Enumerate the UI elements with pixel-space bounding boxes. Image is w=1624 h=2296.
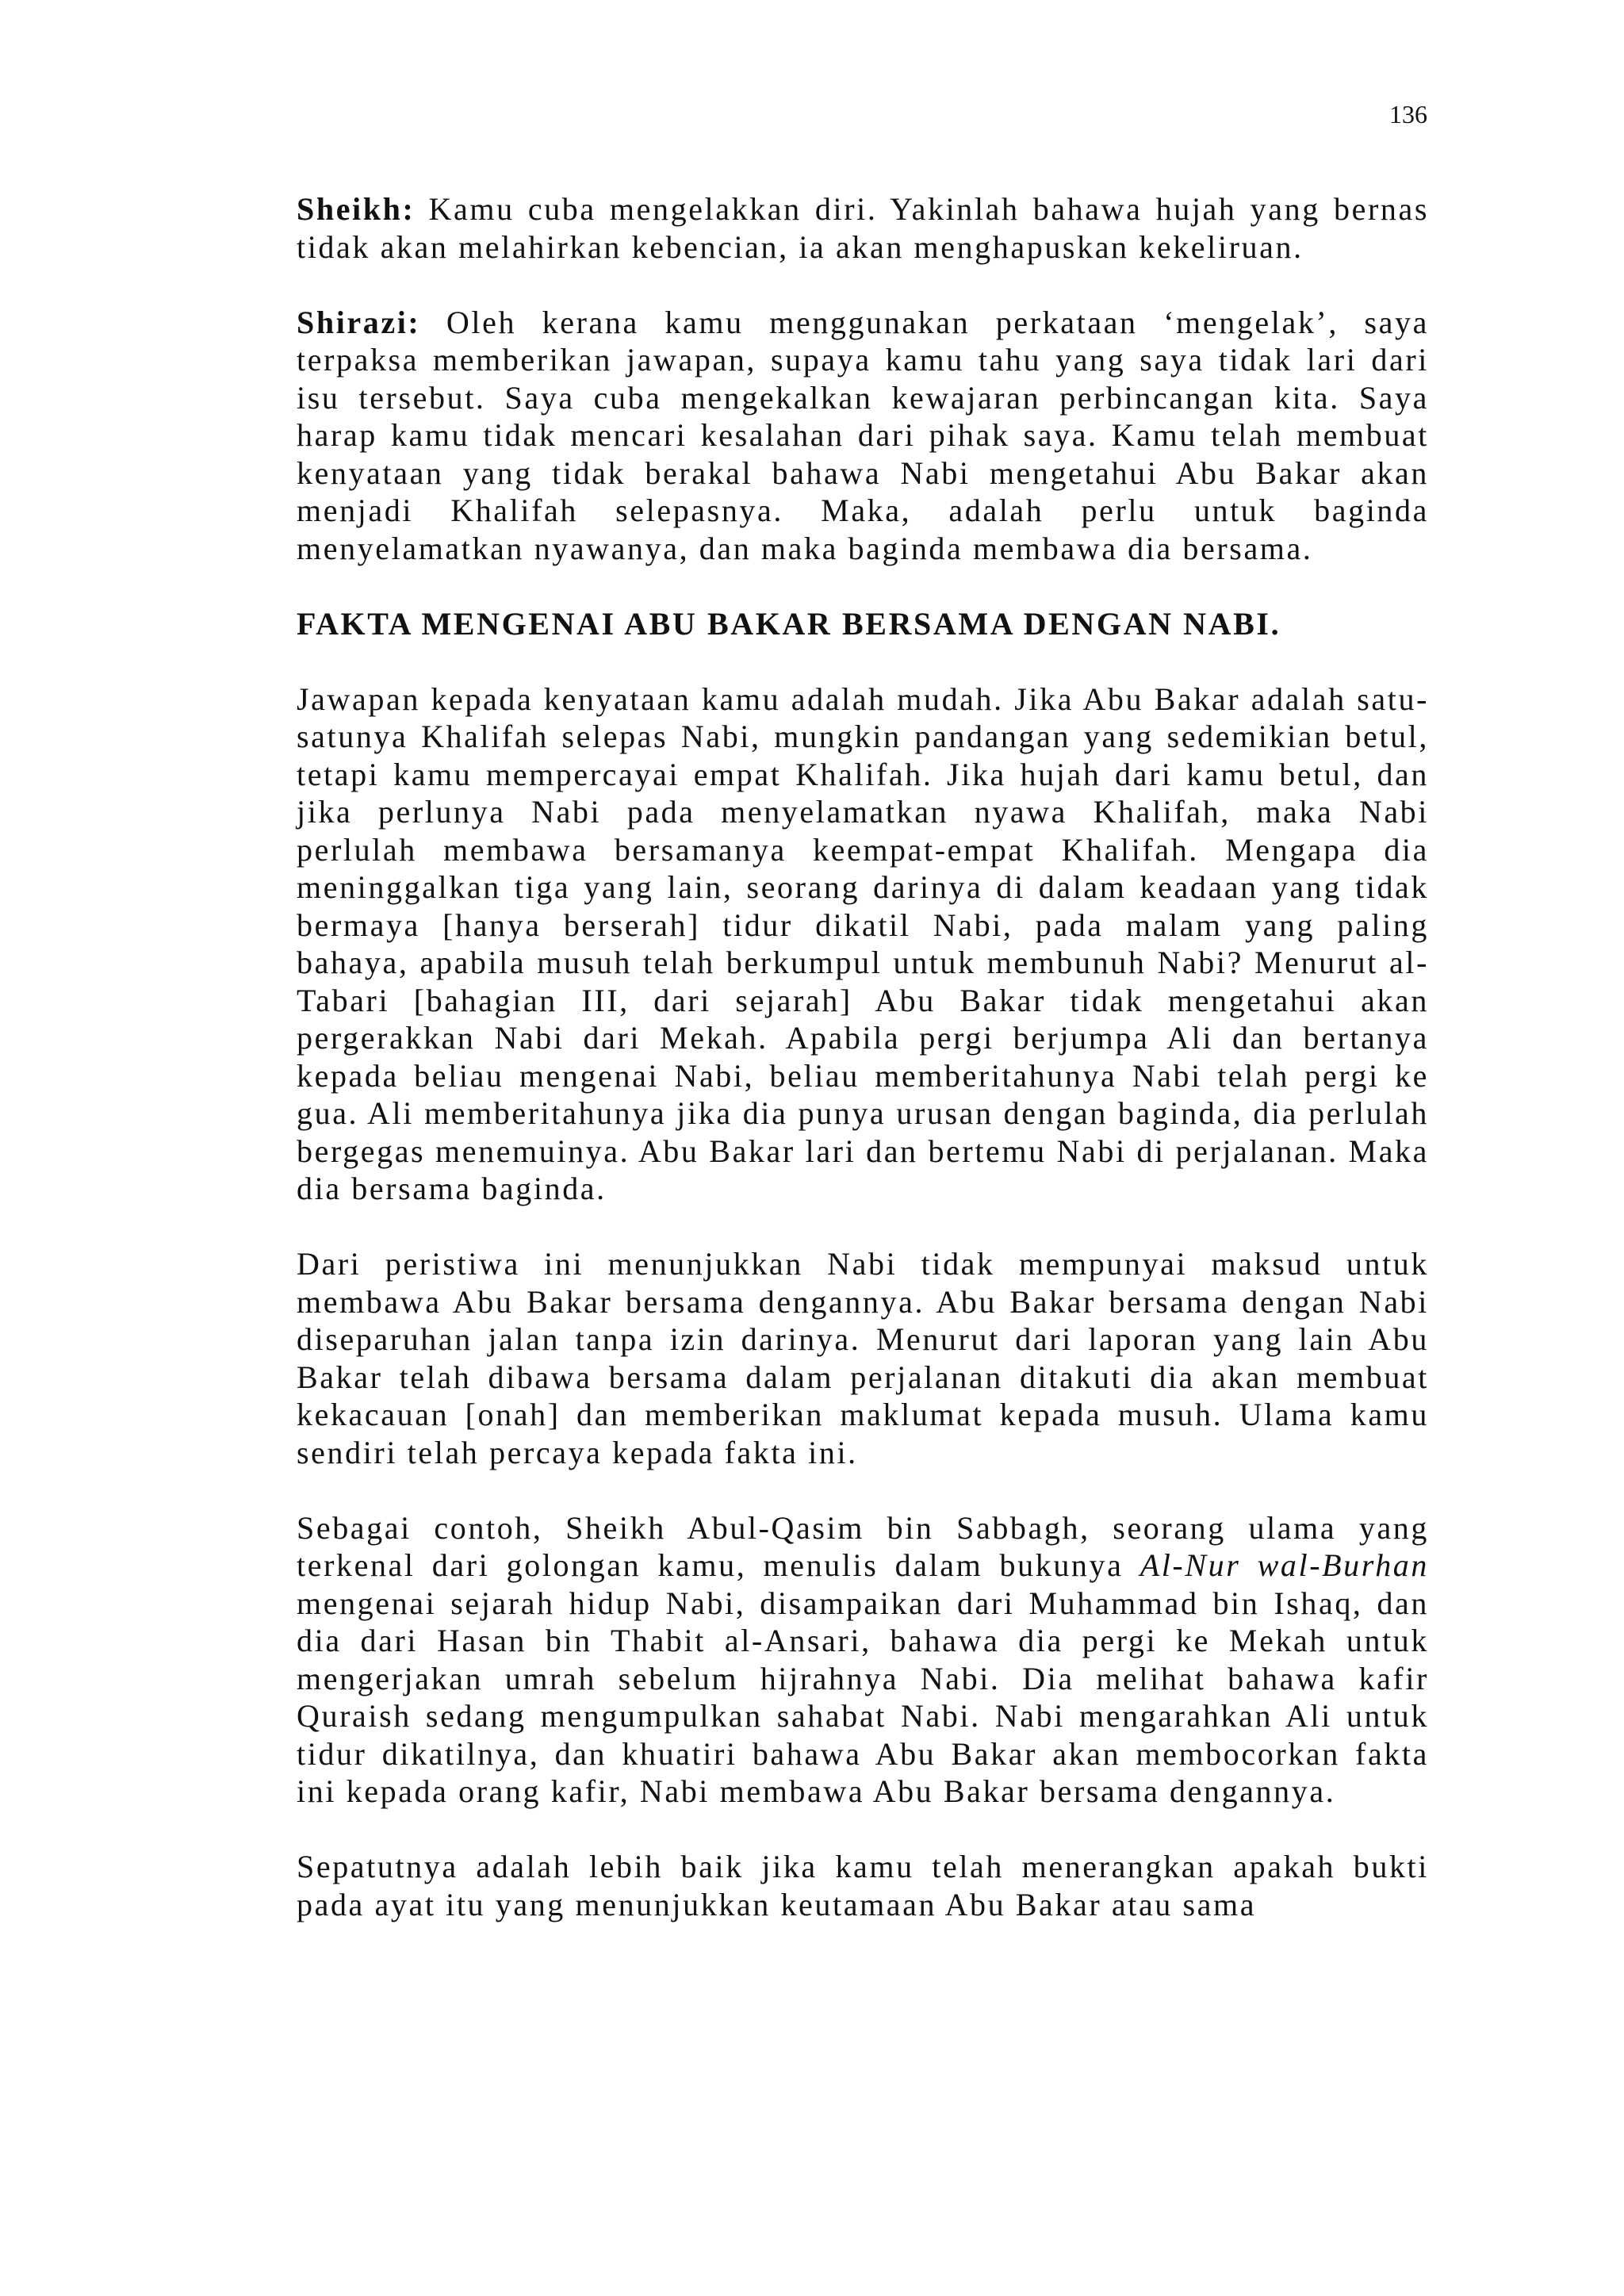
dialogue-paragraph-sheikh <box>297 190 1429 266</box>
speaker-label-sheikh: Sheikh: <box>297 191 416 227</box>
dialogue-text-shirazi: Oleh kerana kamu menggunakan perkataan ‘mengelak’, saya terpaksa memberikan jawapan, supaya kamu tahu yang saya tidak lari dari isu tersebut. Saya cuba mengekalkan kewajaran perbincangan kita. Saya harap kamu tidak mencari kesalahan dari pihak saya. Kamu telah membuat kenyataan yang tidak berakal bahawa Nabi mengetahui Abu Bakar akan menjadi Khalifah selepasnya. Maka, adalah perlu untuk baginda menyelamatkan nyawanya, dan maka baginda membawa dia bersama. <box>297 304 1429 566</box>
book-title: Al-Nur wal-Burhan <box>1139 1547 1429 1583</box>
body-paragraph-4: Sepatutnya adalah lebih baik jika kamu telah menerangkan apakah bukti pada ayat itu yang menunjukkan keutamaan Abu Bakar atau sama <box>297 1849 1429 1922</box>
dialogue-text-sheikh: Kamu cuba mengelakkan diri. Yakinlah bahawa hujah yang bernas tidak akan melahirkan kebencian, ia akan menghapuskan kekeliruan. <box>297 191 1429 265</box>
speaker-label-shirazi: Shirazi: <box>297 304 421 340</box>
section-heading: FAKTA MENGENAI ABU BAKAR BERSAMA DENGAN NABI. <box>297 605 1281 642</box>
body-paragraph-3-end: mengenai sejarah hidup Nabi, disampaikan dari Muhammad bin Ishaq, dan dia dari Hasan bin Thabit al-Ansari, bahawa dia pergi ke Mekah untuk mengerjakan umrah sebelum hijrahnya Nabi. Dia melihat bahawa kafir Quraish sedang mengumpulkan sahabat Nabi. Nabi mengarahkan Ali untuk tidur dikatilnya, dan khuatiri bahawa Abu Bakar akan membocorkan fakta ini kepada orang kafir, Nabi membawa Abu Bakar bersama dengannya. <box>297 1585 1429 1809</box>
body-paragraph-1: Jawapan kepada kenyataan kamu adalah mudah. Jika Abu Bakar adalah satu-satunya Khalifah selepas Nabi, mungkin pandangan yang sedemikian betul, tetapi kamu mempercayai empat Khalifah. Jika hujah dari kamu betul, dan jika perlunya Nabi pada menyelamatkan nyawa Khalifah, maka Nabi perlulah membawa bersamanya keempat-empat Khalifah. Mengapa dia meninggalkan tiga yang lain, seorang darinya di dalam keadaan yang tidak bermaya [hanya berserah] tidur dikatil Nabi, pada malam yang paling bahaya, apabila musuh telah berkumpul untuk membunuh Nabi? Menurut al-Tabari [bahagian III, dari sejarah] Abu Bakar tidak mengetahui akan pergerakkan Nabi dari Mekah. Apabila pergi berjumpa Ali dan bertanya kepada beliau mengenai Nabi, beliau memberitahunya Nabi telah pergi ke gua. Ali memberitahunya jika dia punya urusan dengan baginda, dia perlulah bergegas menemuinya. Abu Bakar lari dan bertemu Nabi di perjalanan. Maka dia bersama baginda. <box>297 680 1429 1206</box>
body-paragraph-2: Dari peristiwa ini menunjukkan Nabi tidak mempunyai maksud untuk membawa Abu Bakar bersama dengannya. Abu Bakar bersama dengan Nabi diseparuhan jalan tanpa izin darinya. Menurut dari laporan yang lain Abu Bakar telah dibawa bersama dalam perjalanan ditakuti dia akan membuat kekacauan [onah] dan memberikan maklumat kepada musuh. Ulama kamu sendiri telah percaya kepada fakta ini. <box>297 1246 1429 1470</box>
dialogue-paragraph-shirazi <box>297 304 1429 568</box>
body-paragraph-3 <box>297 1509 1429 1811</box>
page-number: 136 <box>1389 100 1427 128</box>
body-paragraph-3-start: Sebagai contoh, Sheikh Abul-Qasim bin Sabbagh, seorang ulama yang terkenal dari golongan kamu, menulis dalam bukunya <box>297 1509 1429 1583</box>
document-body <box>297 190 1429 1961</box>
